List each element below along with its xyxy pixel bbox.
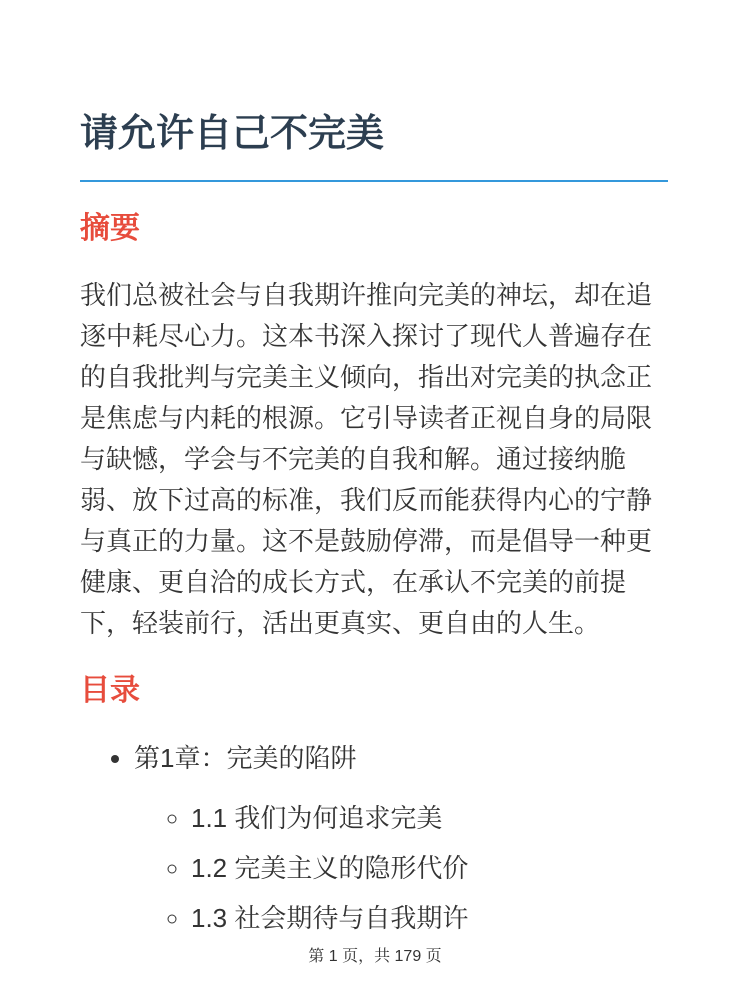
toc-item-1-2: ◦ 1.2 完美主义的隐形代价 [191,848,668,889]
page-number-indicator: 第 1 页，共 179 页 [308,948,442,965]
toc-item-1-1: ◦ 1.1 我们为何追求完美 [191,798,668,839]
toc-list [80,738,668,939]
toc-chapter-1-sublist [134,798,668,939]
abstract-heading: 摘要 [80,211,140,245]
page-title: 请允许自己不完美 [80,112,668,182]
toc-item-1-3: ◦ 1.3 社会期待与自我期许 [191,898,668,939]
abstract-paragraph: 我们总被社会与自我期许推向完美的神坛，却在追逐中耗尽心力。这本书深入探讨了现代人普遍存在的自我批判与完美主义倾向，指出对完美的执念正是焦虑与内耗的根源。它引导读者正视自身的局限与缺憾，学会与不完美的自我和解。通过接纳脆弱、放下过高的标准，我们反而能获得内心的宁静与真正的力量。这不是鼓励停滞，而是倡导一种更健康、更自洽的成长方式，在承认不完美的前提下，轻装前行，活出更真实、更自由的人生。 [80,280,653,639]
toc-chapter-1-label: 第1章：完美的陷阱 [134,742,357,773]
toc-chapter-1 [134,738,668,939]
toc-heading: 目录 [80,674,140,708]
